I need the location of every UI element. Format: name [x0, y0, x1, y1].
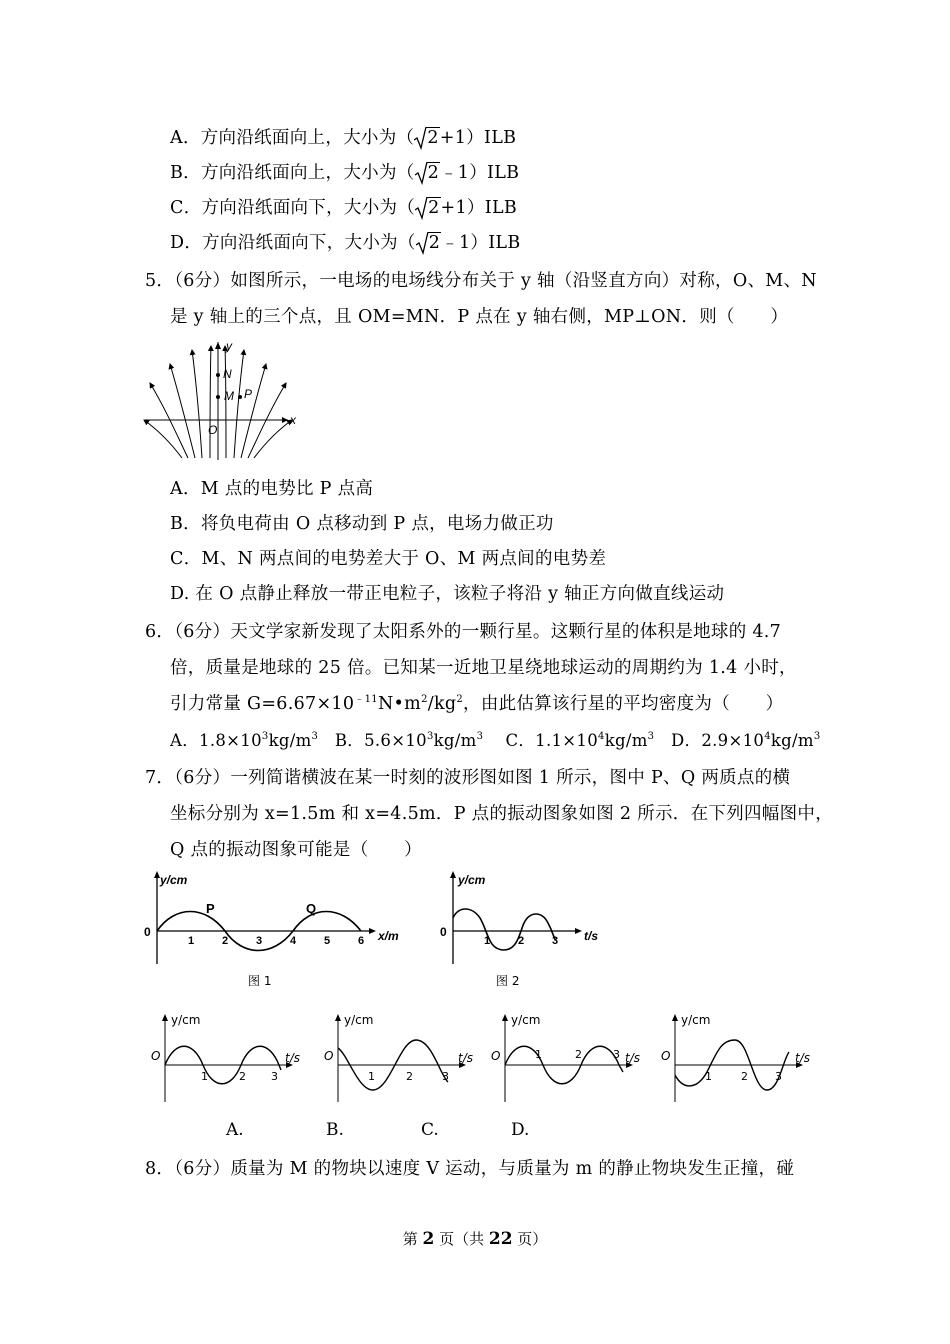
fig2-x-label: t/s	[584, 929, 599, 943]
fig5-p-label: P	[244, 387, 253, 401]
fig2-caption: 图 2	[496, 974, 520, 988]
choice-d-tick-3: 3	[775, 1070, 782, 1083]
fig1-tick-3: 3	[256, 935, 263, 947]
choice-d-tick-2: 2	[741, 1070, 748, 1083]
choice-c-tick-1: 1	[535, 1048, 542, 1061]
choice-c-y-label: y/cm	[511, 1013, 541, 1027]
choice-a-x-label: t/s	[285, 1051, 300, 1065]
fig1-x-label: x/m	[378, 929, 399, 943]
choice-b-tick-3: 3	[442, 1070, 449, 1083]
q7-stem-line3: Q 点的振动图象可能是（ ）	[170, 840, 422, 860]
choice-graph-b	[318, 1010, 478, 1105]
choice-d-origin: O	[661, 1049, 671, 1063]
choice-graph-d	[655, 1010, 835, 1105]
q5-option-d: D. 在 O 点静止释放一带正电粒子，该粒子将沿 y 轴正方向做直线运动	[170, 584, 725, 604]
choice-c-tick-2: 2	[575, 1048, 582, 1061]
q5-stem-line2: 是 y 轴上的三个点，且 OM=MN．P 点在 y 轴右侧，MP⊥ON．则（ ）	[170, 307, 789, 327]
choice-label-d: D.	[511, 1120, 530, 1140]
q6-stem-line2: 倍，质量是地球的 25 倍。已知某一近地卫星绕地球运动的周期约为 1.4 小时，	[170, 658, 797, 678]
q6-options	[170, 727, 821, 751]
q8-stem-line1: 8．（6分）质量为 M 的物块以速度 V 运动，与质量为 m 的静止物块发生正撞，碰	[145, 1159, 795, 1179]
q6-option-c: C．$1.1\times 10^4kg/m^3$	[505, 731, 655, 750]
fig1-p-label: P	[206, 901, 215, 916]
choice-a-y-label: y/cm	[171, 1013, 201, 1027]
fig1-tick-2: 2	[222, 935, 229, 947]
fig2-y-label: y/cm	[458, 873, 486, 887]
q4-option-d: D．方向沿纸面向下，大小为（ 2﹣1）ILB	[170, 233, 521, 253]
q6-option-d: D．$2.9\times 10^4kg/m^3$	[670, 731, 821, 750]
fig5-m-label: M	[224, 389, 234, 403]
fig1-tick-1: 1	[188, 935, 195, 947]
choice-label-a: A.	[226, 1120, 244, 1140]
choice-d-x-label: t/s	[795, 1051, 810, 1065]
choice-a-tick-1: 1	[201, 1070, 208, 1083]
choice-graph-a	[145, 1010, 305, 1105]
fig1-q-label: Q	[306, 901, 317, 916]
fig2-origin: 0	[440, 925, 447, 939]
choice-b-x-label: t/s	[458, 1051, 473, 1065]
q5-option-b: B．将负电荷由 O 点移动到 P 点，电场力做正功	[170, 514, 554, 534]
fig1-y-label: y/cm	[160, 873, 188, 887]
fig5-o-label: O	[208, 423, 218, 437]
fig2-tick-3: 3	[552, 935, 559, 947]
wave-figure-2	[436, 868, 606, 968]
page-footer: 第 2 页（共 22 页）	[402, 1229, 548, 1249]
choice-d-tick-1: 1	[705, 1070, 712, 1083]
q6-stem-line3: 引力常量 $G=6.67\times 10^{﹣11}N•m^2/kg^2$，由此估算该行星的平均密度为（ ）	[170, 694, 784, 714]
choice-c-origin: O	[491, 1049, 501, 1063]
fig2-tick-2: 2	[518, 935, 525, 947]
q7-stem-line1: 7．（6分）一列简谐横波在某一时刻的波形图如图 1 所示，图中 P、Q 两质点的横	[145, 768, 791, 788]
fig1-caption: 图 1	[248, 974, 272, 988]
q6-option-a: A．$1.8\times 10^3kg/m^3$	[170, 731, 319, 750]
choice-b-y-label: y/cm	[344, 1013, 374, 1027]
q5-option-a: A．M 点的电势比 P 点高	[170, 479, 374, 499]
q5-option-c: C．M、N 两点间的电势差大于 O、M 两点间的电势差	[170, 549, 607, 569]
fig2-tick-1: 1	[484, 935, 491, 947]
choice-c-x-label: t/s	[625, 1051, 640, 1065]
fig5-y-label: y	[226, 339, 232, 353]
fig5-x-label: x	[290, 413, 296, 427]
q6-stem-line1: 6．（6分）天文学家新发现了太阳系外的一颗行星。这颗行星的体积是地球的 4.7	[145, 622, 782, 642]
fig1-tick-4: 4	[290, 935, 297, 947]
choice-a-tick-3: 3	[271, 1070, 278, 1083]
choice-d-y-label: y/cm	[681, 1013, 711, 1027]
q4-option-a: A．方向沿纸面向上，大小为（ 2+1）ILB	[170, 128, 517, 148]
choice-b-tick-1: 1	[368, 1070, 375, 1083]
footer-page-number: 2	[422, 1229, 435, 1249]
q5-stem-line1: 5．（6分）如图所示，一电场的电场线分布关于 y 轴（沿竖直方向）对称，O、M、N	[145, 271, 817, 291]
fig1-tick-5: 5	[324, 935, 331, 947]
q4-option-b: B．方向沿纸面向上，大小为（ 2﹣1）ILB	[170, 163, 520, 183]
choice-a-origin: O	[151, 1049, 161, 1063]
fig1-tick-6: 6	[358, 935, 365, 947]
q7-stem-line2: 坐标分别为 x=1.5m 和 x=4.5m．P 点的振动图象如图 2 所示．在下列四幅图中，	[170, 804, 833, 824]
choice-label-b: B.	[326, 1120, 344, 1140]
choice-b-origin: O	[324, 1049, 334, 1063]
wave-figure-1	[140, 868, 410, 968]
q4-option-c: C．方向沿纸面向下，大小为（ 2+1）ILB	[170, 198, 518, 218]
electric-field-figure	[140, 338, 305, 463]
choice-graph-c	[485, 1010, 645, 1105]
choice-b-tick-2: 2	[406, 1070, 413, 1083]
q6-option-b: B．$5.6\times 10^3kg/m^3$	[334, 731, 484, 750]
choice-label-c: C.	[421, 1120, 439, 1140]
fig5-n-label: N	[223, 367, 232, 381]
choice-a-tick-2: 2	[239, 1070, 246, 1083]
fig1-origin: 0	[144, 925, 151, 939]
choice-c-tick-3: 3	[613, 1048, 620, 1061]
footer-total-pages: 22	[488, 1229, 513, 1249]
